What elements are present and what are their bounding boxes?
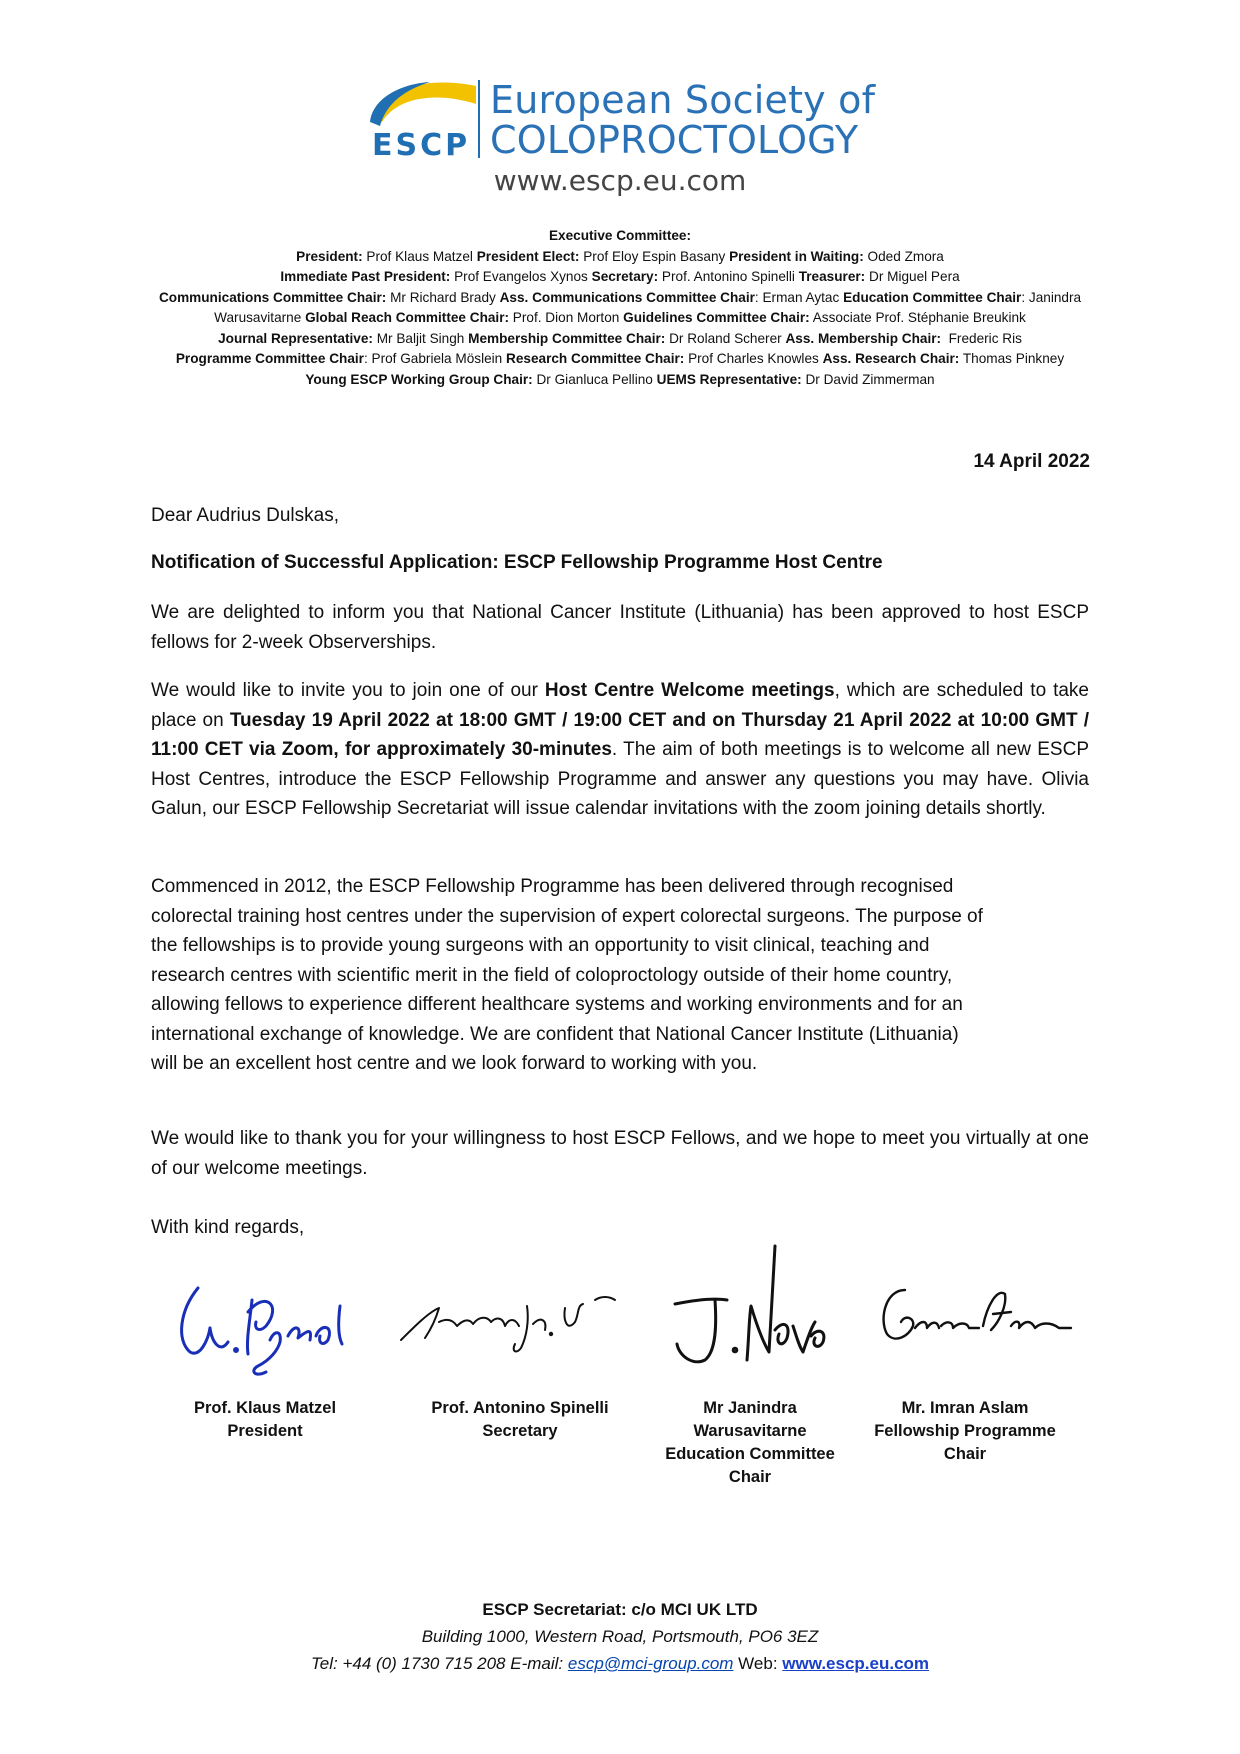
committee-title: Executive Committee: (548, 228, 692, 243)
paragraph-approval: We are delighted to inform you that National Cancer Institute (Lithuania) has been approved to host ESCP fellows for 2-week Observerships. (151, 602, 1089, 653)
closing: With kind regards, (151, 1217, 305, 1238)
committee-member: Prof. Antonino Spinelli (658, 269, 799, 284)
escp-logo (368, 78, 888, 168)
history-line: colorectal training host centres under the supervision of expert colorectal surgeons. The purpose of (151, 905, 983, 927)
committee-role: Secretary: (591, 269, 659, 284)
committee-role: Communications Committee Chair: (158, 289, 387, 305)
salutation: Dear Audrius Dulskas, (151, 505, 339, 526)
footer-web-link[interactable]: www.escp.eu.com (782, 1654, 930, 1673)
paragraph-welcome-meetings: We would like to invite you to join one of our Host Centre Welcome meetings, which are scheduled to take place on Tuesday 19 April 2022 at 18:00 GMT / 19:00 CET and on Thursday 21 April 2022 at 10:00 GMT / 11:00 CET via Zoom, for approximately 30-minutes. The aim of both meetings is to welcome all new ESCP Host Centres, introduce the ESCP Fellowship Programme and answer any questions you may have. Olivia Galun, our ESCP Fellowship Secretariat will issue calendar invitations with the zoom joining details shortly. (151, 680, 1089, 819)
footer (0, 1596, 1240, 1677)
history-line: the fellowships is to provide young surgeons with an opportunity to visit clinical, teaching and (151, 935, 930, 956)
committee-member: Associate Prof. Stéphanie Breukink (809, 310, 1026, 325)
signatory-warusavitarne: Mr Janindra Warusavitarne Education Committee Chair (665, 1399, 835, 1486)
committee-line (60, 288, 1180, 309)
signature-warusavitarne (665, 1240, 840, 1390)
letter-date: 14 April 2022 (973, 451, 1090, 472)
committee-member: Prof Eloy Espin Basany (579, 248, 730, 264)
committee-lines (60, 247, 1180, 391)
signatory-aslam: Mr. Imran Aslam Fellowship Programme Chair (874, 1399, 1056, 1463)
committee-member: Prof Klaus Matzel (362, 248, 477, 264)
history-line: research centres with scientific merit in the field of coloproctology outside of their home country, (151, 964, 953, 986)
header-website: www.escp.eu.com (493, 164, 747, 197)
committee-member: : Erman Aytac (754, 289, 844, 305)
committee-member: Prof Evangelos Xynos (450, 269, 592, 284)
committee-role: President: (296, 248, 363, 264)
welcome-meetings-label: Host Centre Welcome meetings (544, 680, 835, 701)
committee-member: Dr Gianluca Pellino (532, 371, 657, 387)
committee-role: Immediate Past President: (280, 269, 451, 284)
logo-name-line1: European Society of (490, 78, 876, 122)
committee-role: Programme Committee Chair (175, 351, 364, 366)
committee-role: Ass. Research Chair: (822, 351, 960, 366)
paragraph-thanks: We would like to thank you for your willingness to host ESCP Fellows, and we hope to meet you virtually at one of our welcome meetings. (151, 1128, 1089, 1179)
signatory-matzel: Prof. Klaus Matzel President (193, 1399, 337, 1440)
committee-role: Young ESCP Working Group Chair: (305, 371, 533, 387)
committee-role: President Elect: (476, 248, 580, 264)
committee-role: President in Waiting: (729, 248, 864, 264)
committee-member: Mr Baljit Singh (372, 330, 469, 346)
committee-role: Ass. Communications Committee Chair (499, 289, 755, 305)
committee-member: Oded Zmora (863, 248, 944, 264)
committee-member: Prof Charles Knowles (684, 351, 823, 366)
committee-line (60, 329, 1180, 350)
logo-divider (478, 80, 480, 158)
executive-committee (60, 226, 1180, 390)
committee-line (60, 267, 1180, 288)
committee-role: Education Committee Chair (843, 289, 1022, 305)
committee-line (60, 308, 1180, 329)
committee-role: Journal Representative: (218, 330, 373, 346)
letter-subject: Notification of Successful Application: ESCP Fellowship Programme Host Centre (151, 552, 883, 573)
committee-member: Frederic Ris (941, 330, 1022, 346)
committee-member: Dr David Zimmerman (801, 371, 935, 387)
history-line: will be an excellent host centre and we look forward to working with you. (151, 1053, 758, 1074)
paragraph-programme-history (151, 872, 1089, 1079)
committee-role: Membership Committee Chair: (468, 330, 666, 346)
committee-line (60, 370, 1180, 391)
committee-line (60, 349, 1180, 370)
history-line: allowing fellows to experience different healthcare systems and working environments and for an (151, 994, 963, 1015)
committee-role: Research Committee Chair: (506, 351, 685, 366)
history-line: Commenced in 2012, the ESCP Fellowship Programme has been delivered through recognised (151, 876, 954, 897)
committee-member: Warusavitarne (214, 310, 306, 325)
committee-line (60, 247, 1180, 268)
footer-contact: Tel: +44 (0) 1730 715 208 E-mail: escp@mci-group.com Web: www.escp.eu.com (310, 1654, 930, 1673)
committee-role: Treasurer: (798, 269, 866, 284)
logo-acronym: ESCP (372, 128, 471, 163)
logo-swoosh-icon (368, 78, 478, 130)
signatory-spinelli: Prof. Antonino Spinelli Secretary (431, 1399, 609, 1440)
history-line: international exchange of knowledge. We are confident that National Cancer Institute (Lithuania) (151, 1023, 959, 1045)
signature-matzel (170, 1270, 360, 1380)
footer-address: Building 1000, Western Road, Portsmouth, PO6 3EZ (421, 1627, 819, 1646)
committee-member: Prof. Dion Morton (509, 310, 624, 325)
signature-spinelli (395, 1270, 640, 1380)
committee-member: Mr Richard Brady (386, 289, 500, 305)
signature-aslam (875, 1270, 1075, 1370)
footer-email-link[interactable]: escp@mci-group.com (567, 1654, 734, 1673)
logo-name-line2: COLOPROCTOLOGY (490, 118, 859, 162)
committee-member: Dr Miguel Pera (865, 269, 960, 284)
committee-role: Ass. Membership Chair: (785, 330, 942, 346)
committee-member: Dr Roland Scherer (665, 330, 786, 346)
footer-title: ESCP Secretariat: c/o MCI UK LTD (482, 1600, 758, 1619)
committee-role: Global Reach Committee Chair: (305, 310, 510, 325)
committee-role: UEMS Representative: (656, 371, 802, 387)
committee-member: : Janindra (1021, 289, 1082, 305)
committee-role: Guidelines Committee Chair: (623, 310, 810, 325)
committee-member: Thomas Pinkney (959, 351, 1065, 366)
committee-member: : Prof Gabriela Möslein (363, 351, 507, 366)
meeting-schedule: Tuesday 19 April 2022 at 18:00 GMT / 19:00 CET and on Thursday 21 April 2022 at 10:00 GMT / 11:00 CET via Zoom, for approximately 30-minutes (151, 709, 1089, 760)
